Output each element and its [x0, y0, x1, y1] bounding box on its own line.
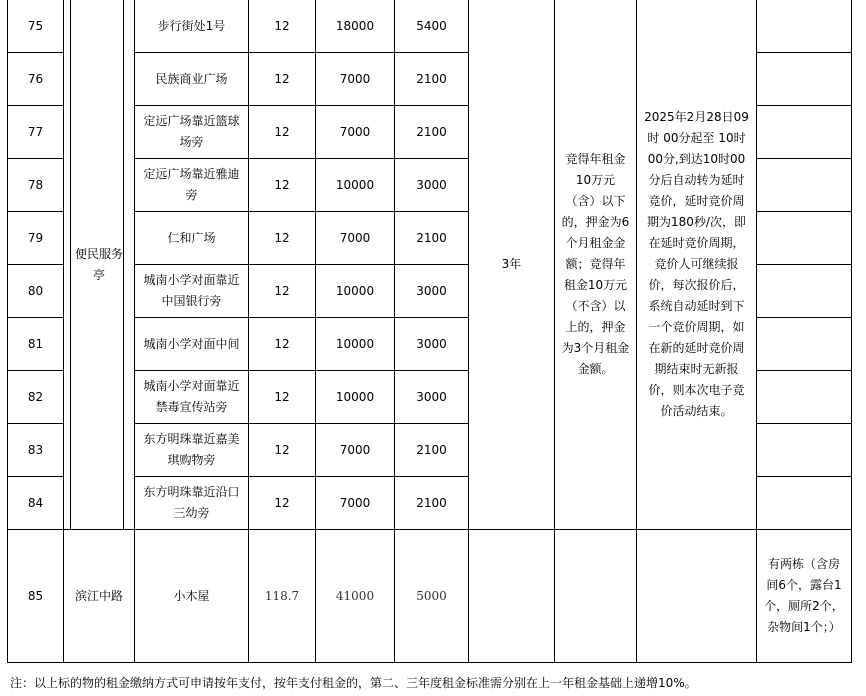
months-cell: 12 — [249, 212, 316, 265]
months-cell: 12 — [249, 318, 316, 371]
deposit-cell: 18000 — [316, 0, 395, 53]
footnote: 注：以上标的物的租金缴纳方式可申请按年支付，按年支付租金的，第二、三年度租金标准需分别在上一年租金基础上递增10%。 — [10, 676, 697, 690]
group-kiosk-cell: 便民服务亭 — [64, 0, 135, 530]
rent-cell: 3000 — [395, 371, 469, 424]
row-number: 84 — [8, 477, 64, 530]
road-cell: 滨江中路 — [64, 530, 135, 663]
rent-cell: 2100 — [395, 424, 469, 477]
merged-column-inner-border — [70, 0, 124, 530]
location-cell: 城南小学对面中间 — [135, 318, 249, 371]
deposit-cell: 7000 — [316, 477, 395, 530]
area-cell: 118.7 — [249, 530, 316, 663]
rent-cell: 2100 — [395, 53, 469, 106]
months-cell: 12 — [249, 477, 316, 530]
rent-cell: 3000 — [395, 318, 469, 371]
remark-cell — [757, 212, 852, 265]
months-cell: 12 — [249, 106, 316, 159]
rent-cell: 2100 — [395, 106, 469, 159]
months-cell: 12 — [249, 53, 316, 106]
remark-cell — [757, 318, 852, 371]
location-cell: 东方明珠靠近沿口三幼旁 — [135, 477, 249, 530]
table-row — [8, 0, 852, 53]
months-cell: 12 — [249, 371, 316, 424]
row-number: 77 — [8, 106, 64, 159]
row-number: 79 — [8, 212, 64, 265]
months-cell: 12 — [249, 0, 316, 53]
empty-cell — [637, 530, 757, 663]
remark-cell — [757, 159, 852, 212]
location-cell: 民族商业广场 — [135, 53, 249, 106]
row-number: 76 — [8, 53, 64, 106]
deposit-rule-cell: 竞得年租金10万元（含）以下的，押金为6个月租金金额；竞得年租金10万元（不含）以上的，押金为3个月租金金额。 — [555, 0, 637, 530]
remark-cell: 有两栋（含房间6个，露台1个，厕所2个，杂物间1个；） — [757, 530, 852, 663]
remark-cell — [757, 371, 852, 424]
empty-cell — [469, 530, 555, 663]
location-cell: 东方明珠靠近嘉美琪购物旁 — [135, 424, 249, 477]
remark-cell — [757, 0, 852, 53]
row-number: 75 — [8, 0, 64, 53]
rent-cell: 2100 — [395, 212, 469, 265]
rent-cell: 3000 — [395, 159, 469, 212]
type-cell: 小木屋 — [135, 530, 249, 663]
location-cell: 定远广场靠近雅迪旁 — [135, 159, 249, 212]
remark-cell — [757, 265, 852, 318]
bidding-rule-cell: 2025年2月28日09时 00分起至 10时00分,到达10时00分后自动转为延时竞价，延时竞价周期为180秒/次，即在延时竞价周期，竞价人可继续报价，每次报价后，系统自动延时到下一个竞价周期，如在新的延时竞价周期结束时无新报价，则本次电子竞价活动结束。 — [637, 0, 757, 530]
rent-cell: 2100 — [395, 477, 469, 530]
empty-cell — [555, 530, 637, 663]
table-row — [8, 530, 852, 663]
months-cell: 12 — [249, 424, 316, 477]
months-cell: 12 — [249, 265, 316, 318]
rent-cell: 5000 — [395, 530, 469, 663]
deposit-cell: 10000 — [316, 159, 395, 212]
deposit-cell: 7000 — [316, 53, 395, 106]
rental-table — [7, 0, 852, 663]
deposit-cell: 10000 — [316, 265, 395, 318]
row-number: 81 — [8, 318, 64, 371]
deposit-cell: 41000 — [316, 530, 395, 663]
row-number: 78 — [8, 159, 64, 212]
rent-cell: 3000 — [395, 265, 469, 318]
remark-cell — [757, 424, 852, 477]
lease-term-cell: 3年 — [469, 0, 555, 530]
deposit-cell: 10000 — [316, 371, 395, 424]
deposit-cell: 7000 — [316, 212, 395, 265]
remark-cell — [757, 106, 852, 159]
deposit-cell: 7000 — [316, 106, 395, 159]
row-number: 82 — [8, 371, 64, 424]
row-number: 85 — [8, 530, 64, 663]
row-number: 83 — [8, 424, 64, 477]
deposit-cell: 10000 — [316, 318, 395, 371]
location-cell: 城南小学对面靠近中国银行旁 — [135, 265, 249, 318]
location-cell: 定远广场靠近篮球场旁 — [135, 106, 249, 159]
deposit-cell: 7000 — [316, 424, 395, 477]
rent-cell: 5400 — [395, 0, 469, 53]
months-cell: 12 — [249, 159, 316, 212]
remark-cell — [757, 477, 852, 530]
location-cell: 仁和广场 — [135, 212, 249, 265]
location-cell: 城南小学对面靠近禁毒宣传站旁 — [135, 371, 249, 424]
remark-cell — [757, 53, 852, 106]
row-number: 80 — [8, 265, 64, 318]
location-cell: 步行街处1号 — [135, 0, 249, 53]
